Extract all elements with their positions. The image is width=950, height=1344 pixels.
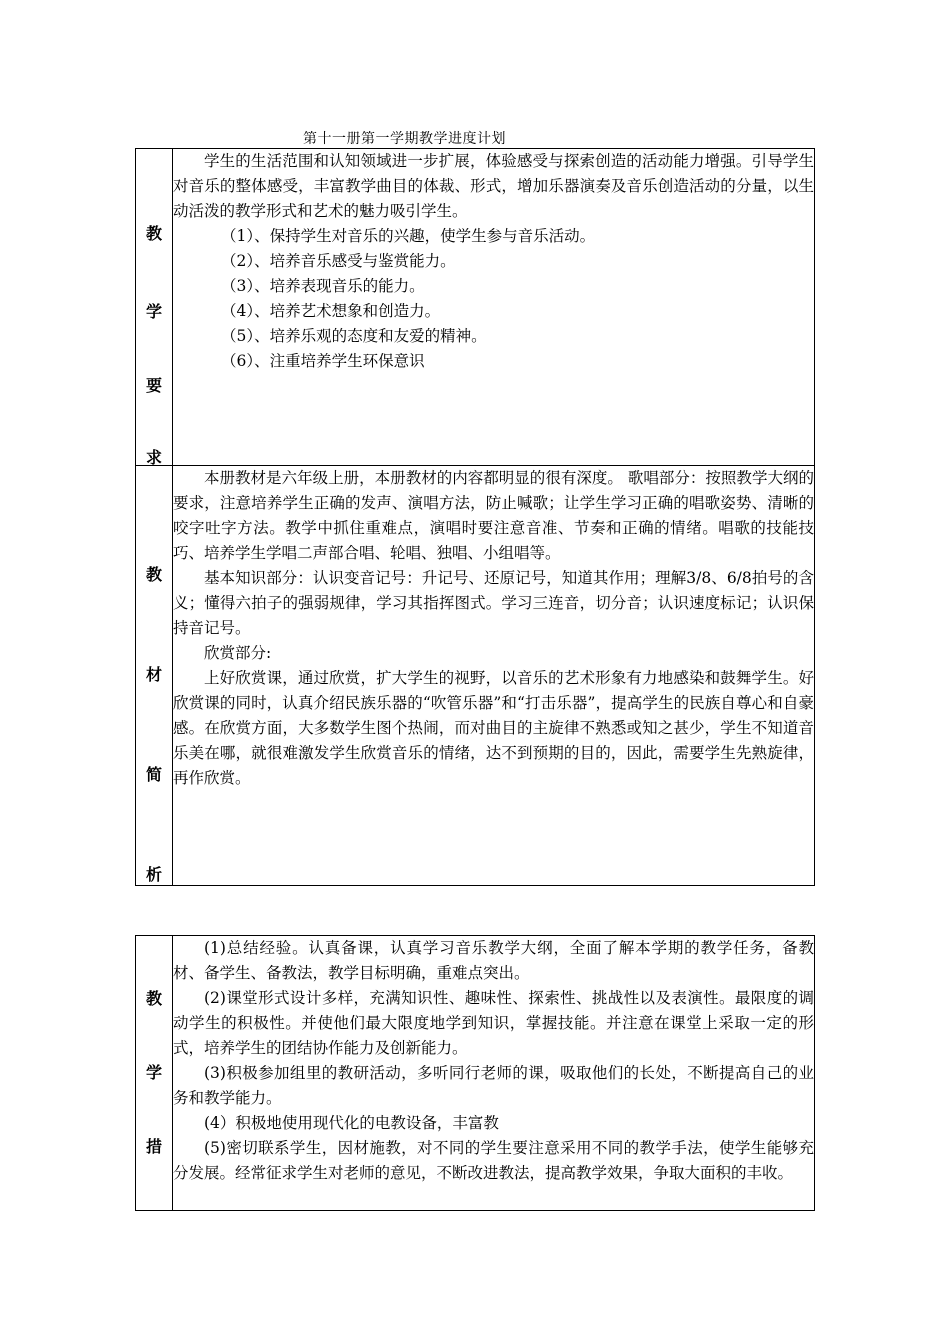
textbook-paragraph: 本册教材是六年级上册，本册教材的内容都明显的很有深度。 歌唱部分：按照教学大纲的要求，注意培养学生正确的发声、演唱方法，防止喊歌；让学生学习正确的唱歌姿势、清晰的咬字吐字方法。教学中抓住重难点，演唱时要注意音准、节奏和正确的情绪。唱歌的技能技巧、培养学生学唱二声部合唱、轮唱、独唱、小组唱等。 bbox=[173, 469, 814, 562]
textbook-paragraph: 上好欣赏课，通过欣赏，扩大学生的视野，以音乐的艺术形象有力地感染和鼓舞学生。好欣赏课的同时，认真介绍民族乐器的“吹管乐器”和“打击乐器”，提高学生的民族自尊心和自豪感。在欣赏方面，大多数学生图个热闹，而对曲目的主旋律不熟悉或知之甚少，学生不知道音乐美在哪，就很难激发学生欣赏音乐的情绪，达不到预期的目的，因此，需要学生先熟旋律，再作欣赏。 bbox=[173, 669, 814, 787]
label-char: 材 bbox=[145, 665, 162, 684]
row-textbook-analysis bbox=[136, 466, 815, 886]
plan-table-main bbox=[135, 148, 815, 886]
requirement-item: （4）、培养艺术想象和创造力。 bbox=[221, 302, 441, 320]
label-char: 简 bbox=[145, 765, 162, 784]
row-teaching-measures bbox=[136, 936, 815, 1211]
content-teaching-requirements bbox=[173, 149, 815, 466]
label-char: 教 bbox=[145, 565, 162, 584]
document-title: 第十一册第一学期教学进度计划 bbox=[303, 131, 506, 147]
label-textbook-analysis bbox=[136, 466, 173, 886]
requirement-item: （6）、注重培养学生环保意识 bbox=[221, 352, 425, 370]
label-teaching-measures bbox=[136, 936, 173, 1211]
measure-paragraph: (1)总结经验。认真备课，认真学习音乐教学大纲，全面了解本学期的教学任务，备教材、备学生、备教法，教学目标明确，重难点突出。 bbox=[173, 939, 814, 982]
label-char: 教 bbox=[145, 224, 162, 243]
requirements-intro: 学生的生活范围和认知领域进一步扩展，体验感受与探索创造的活动能力增强。引导学生对音乐的整体感受，丰富教学曲目的体裁、形式，增加乐器演奏及音乐创造活动的分量，以生动活泼的教学形式和艺术的魅力吸引学生。 bbox=[173, 152, 814, 220]
label-char: 措 bbox=[145, 1137, 162, 1156]
content-textbook-analysis bbox=[173, 466, 815, 886]
label-char: 要 bbox=[145, 376, 162, 395]
label-char: 析 bbox=[145, 865, 162, 884]
requirement-item: （2）、培养音乐感受与鉴赏能力。 bbox=[221, 252, 456, 270]
label-char: 求 bbox=[145, 448, 162, 467]
textbook-paragraph: 基本知识部分：认识变音记号：升记号、还原记号，知道其作用；理解3/8、6/8拍号的含义；懂得六拍子的强弱规律，学习其指挥图式。学习三连音，切分音；认识速度标记；认识保持音记号。 bbox=[173, 569, 814, 637]
measure-paragraph: (5)密切联系学生，因材施教，对不同的学生要注意采用不同的教学手法，使学生能够充分发展。经常征求学生对老师的意见，不断改进教法，提高教学效果，争取大面积的丰收。 bbox=[173, 1139, 814, 1182]
measure-paragraph: (2)课堂形式设计多样，充满知识性、趣味性、探索性、挑战性以及表演性。最限度的调动学生的积极性。并使他们最大限度地学到知识，掌握技能。并注意在课堂上采取一定的形式，培养学生的团结协作能力及创新能力。 bbox=[173, 989, 814, 1057]
plan-table-measures bbox=[135, 935, 815, 1211]
content-teaching-measures bbox=[173, 936, 815, 1211]
measure-paragraph: (3)积极参加组里的教研活动，多听同行老师的课，吸取他们的长处，不断提高自己的业务和教学能力。 bbox=[173, 1064, 814, 1107]
label-char: 学 bbox=[145, 1063, 162, 1082]
label-teaching-requirements bbox=[136, 149, 173, 466]
requirement-item: （5）、培养乐观的态度和友爱的精神。 bbox=[221, 327, 487, 345]
requirement-item: （3）、培养表现音乐的能力。 bbox=[221, 277, 425, 295]
requirement-item: （1）、保持学生对音乐的兴趣，使学生参与音乐活动。 bbox=[221, 227, 596, 245]
measure-paragraph: (4）积极地使用现代化的电教设备，丰富教 bbox=[204, 1114, 499, 1132]
textbook-paragraph: 欣赏部分: bbox=[204, 644, 272, 662]
label-char: 学 bbox=[145, 302, 162, 321]
label-char: 教 bbox=[145, 989, 162, 1008]
row-teaching-requirements bbox=[136, 149, 815, 466]
